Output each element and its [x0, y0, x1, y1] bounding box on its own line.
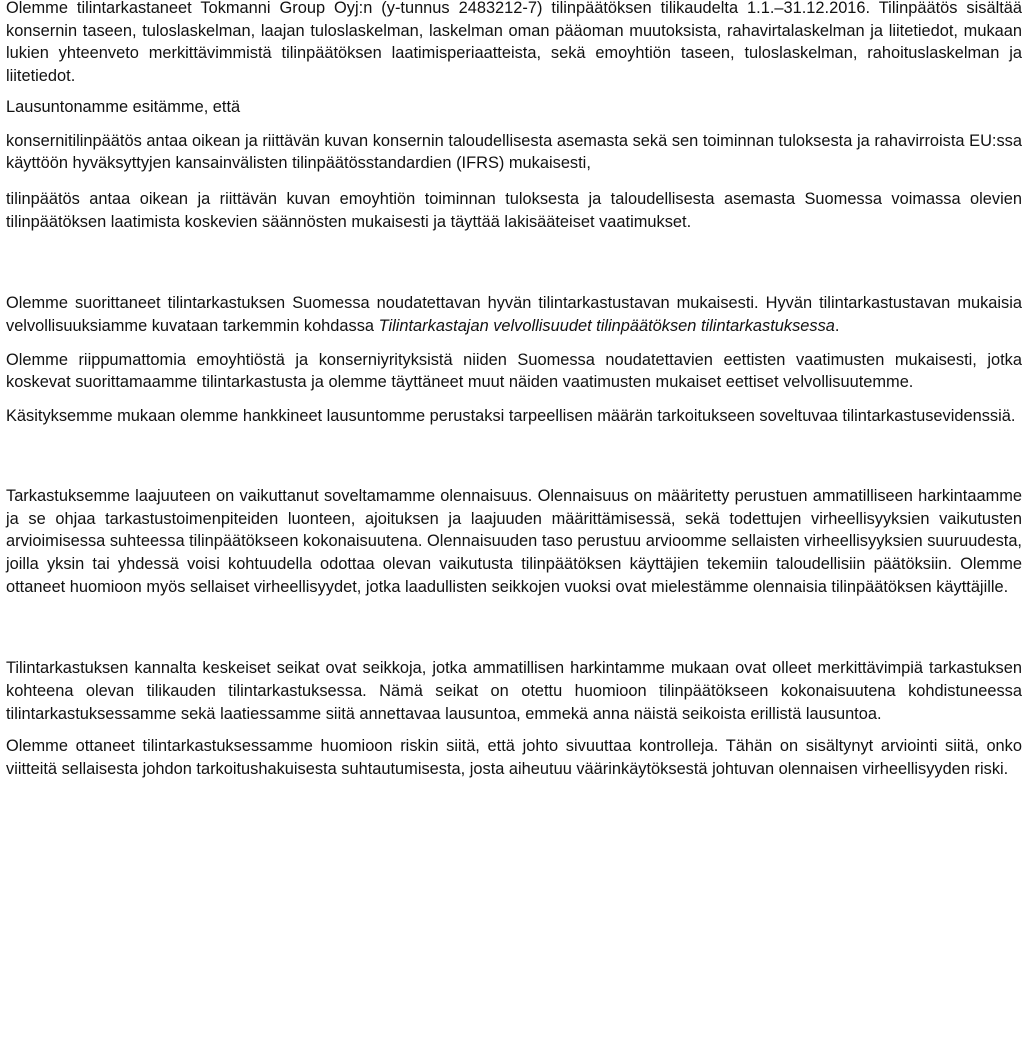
opinion-item-text: konsernitilinpäätös antaa oikean ja riittävän kuvan konsernin taloudellisesta asemasta sekä sen toiminnan tuloksesta ja rahavirroista EU:ssa käyttöön hyväksyttyjen kansainvälisten tilinpäätösstandardien (IFRS) mukaisesti,: [6, 131, 1022, 173]
key-audit-matters-paragraph-1: Tilintarkastuksen kannalta keskeiset seikat ovat seikkoja, jotka ammatillisen harkintamme mukaan ovat olleet merkittävimpiä tarkastuksen kohteena olevan tilikauden tilintarkastuksessa. Nämä seikat on otettu huomioon tilinpäätökseen kokonaisuutena kohdistuneessa tilintarkastuksessamme sekä laatiessamme siitä annettavaa lausuntoa, emmekä anna näistä seikoista erillistä lausuntoa.: [6, 659, 1022, 723]
materiality-paragraph: Tarkastuksemme laajuuteen on vaikuttanut soveltamamme olennaisuus. Olennaisuus on määritetty perustuen ammatilliseen harkintaamme ja se ohjaa tarkastustoimenpiteiden luonteen, ajoituksen ja laajuuden määrittämisessä, sekä todettujen virheellisyyksien vaikutusten arvioimisessa suhteessa tilinpäätökseen kokonaisuutena. Olennaisuuden taso perustuu arvioomme sellaisten virheellisyyksien suuruudesta, joilla yksin tai yhdessä voisi kohtuudella odottaa olevan vaikutusta tilinpäätöksen käyttäjien tekemiin taloudellisiin päätöksiin. Olemme ottaneet huomioon myös sellaiset virheellisyydet, jotka laadullisten seikkojen vuoksi ovat mielestämme olennaisia tilinpäätöksen käyttäjille.: [6, 486, 1022, 596]
basis-p1-end: .: [834, 317, 840, 336]
opinion-lead-text: Lausuntonamme esitämme, että: [6, 97, 241, 116]
opinion-item-consolidated: [6, 130, 1022, 175]
basis-paragraph-1: [6, 292, 1022, 337]
opinion-intro-paragraph: Olemme tilintarkastaneet Tokmanni Group Oyj:n (y-tunnus 2483212-7) tilinpäätöksen tilikaudelta 1.1.–31.12.2016. Tilinpäätös sisältää konsernin taseen, tuloslaskelman, laajan tuloslaskelman, laskelman oman pääoman muutoksista, rahavirtalaskelman ja liitetiedot, mukaan lukien yhteenveto merkittävimmistä tilinpäätöksen laatimisperiaatteista, sekä emoyhtiön taseen, tuloslaskelman, rahoituslaskelman ja liitetiedot.: [6, 0, 1022, 86]
basis-p1-italic-reference: Tilintarkastajan velvollisuudet tilinpäätöksen tilintarkastuksessa: [378, 317, 835, 336]
opinion-list: [6, 130, 1022, 234]
opinion-item-parent: [6, 188, 1022, 233]
opinion-item-text: tilinpäätös antaa oikean ja riittävän kuvan emoyhtiön toiminnan tuloksesta ja taloudellisesta asemasta Suomessa voimassa olevien tilinpäätöksen laatimista koskevien säännösten mukaisesti ja täyttää lakisääteiset vaatimukset.: [6, 189, 1022, 231]
basis-paragraph-2: Olemme riippumattomia emoyhtiöstä ja konserniyrityksistä niiden Suomessa noudatettavien eettisten vaatimusten mukaisesti, jotka koskevat suorittamaamme tilintarkastusta ja olemme täyttäneet muut näiden vaatimusten mukaiset eettiset velvollisuutemme.: [6, 350, 1022, 392]
basis-p1-start: Olemme suorittaneet tilintarkastuksen Suomessa noudatettavan hyvän tilintarkastustavan mukaisesti. Hyvän tilintarkastustavan mukaisia velvollisuuksiamme kuvataan tarkemmin kohdassa: [6, 294, 1022, 336]
key-audit-matters-paragraph-2: Olemme ottaneet tilintarkastuksessamme huomioon riskin siitä, että johto sivuuttaa kontrolleja. Tähän on sisältynyt arviointi siitä, onko viitteitä sellaisesta johdon tarkoitushakuisesta suhtautumisesta, josta aiheutuu väärinkäytöksestä johtuvan olennaisen virheellisyyden riski.: [6, 737, 1022, 779]
basis-paragraph-3: Käsityksemme mukaan olemme hankkineet lausuntomme perustaksi tarpeellisen määrän tarkoitukseen soveltuvaa tilintarkastusevidenssiä.: [6, 407, 1016, 426]
